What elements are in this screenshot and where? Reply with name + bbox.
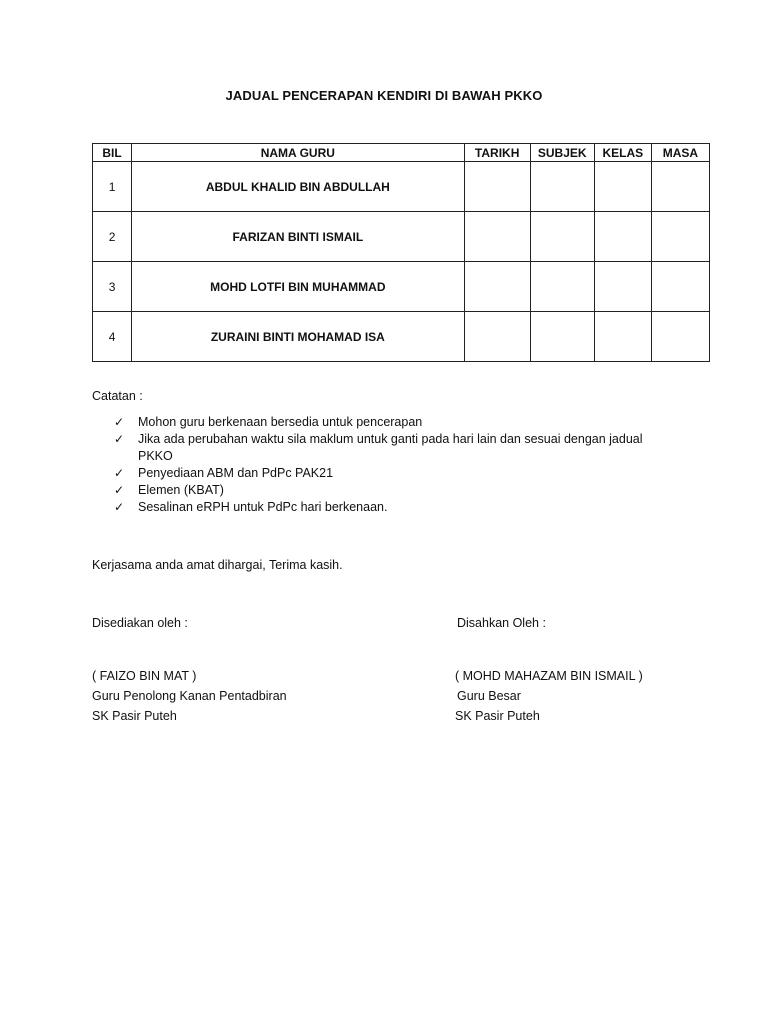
cell-bil: 4 (93, 312, 132, 362)
cell-masa (651, 162, 709, 212)
cell-nama-guru: ZURAINI BINTI MOHAMAD ISA (132, 312, 465, 362)
table-row (93, 212, 710, 262)
approved-by-school: SK Pasir Puteh (455, 709, 540, 723)
cell-kelas (594, 212, 651, 262)
approved-by-label: Disahkan Oleh : (457, 616, 546, 630)
cell-tarikh (464, 312, 530, 362)
note-text: Sesalinan eRPH untuk PdPc hari berkenaan. (138, 500, 388, 514)
table-row (93, 162, 710, 212)
header-bil: BIL (93, 144, 132, 162)
cell-tarikh (464, 162, 530, 212)
cell-kelas (594, 162, 651, 212)
header-subjek: SUBJEK (530, 144, 594, 162)
list-item (114, 414, 674, 431)
cell-bil: 3 (93, 262, 132, 312)
prepared-by-school: SK Pasir Puteh (92, 709, 177, 723)
document-title: JADUAL PENCERAPAN KENDIRI DI BAWAH PKKO (225, 88, 543, 103)
prepared-by-name: ( FAIZO BIN MAT ) (92, 669, 197, 683)
note-text: Mohon guru berkenaan bersedia untuk pencerapan (138, 415, 423, 429)
prepared-by-label: Disediakan oleh : (92, 616, 188, 630)
checkmark-icon: ✓ (114, 432, 125, 446)
cell-tarikh (464, 262, 530, 312)
checkmark-icon: ✓ (114, 500, 125, 514)
approved-by-position: Guru Besar (457, 689, 521, 703)
checkmark-icon: ✓ (114, 466, 125, 480)
cell-nama-guru: ABDUL KHALID BIN ABDULLAH (132, 162, 465, 212)
checkmark-icon: ✓ (114, 415, 125, 429)
note-text: Jika ada perubahan waktu sila maklum untuk ganti pada hari lain dan sesuai dengan jadual PKKO (138, 432, 643, 463)
cell-masa (651, 312, 709, 362)
prepared-by-details (92, 666, 287, 726)
cell-masa (651, 212, 709, 262)
approved-by-details (455, 666, 643, 726)
note-text: Penyediaan ABM dan PdPc PAK21 (138, 466, 334, 480)
cell-bil: 1 (93, 162, 132, 212)
cell-kelas (594, 312, 651, 362)
header-tarikh: TARIKH (464, 144, 530, 162)
cell-subjek (530, 162, 594, 212)
closing-thanks: Kerjasama anda amat dihargai, Terima kasih. (92, 558, 343, 572)
table-header-row (93, 144, 710, 162)
cell-subjek (530, 212, 594, 262)
cell-masa (651, 262, 709, 312)
cell-kelas (594, 262, 651, 312)
header-nama-guru: NAMA GURU (132, 144, 465, 162)
observation-schedule-table (92, 143, 710, 362)
cell-nama-guru: FARIZAN BINTI ISMAIL (132, 212, 465, 262)
cell-bil: 2 (93, 212, 132, 262)
table-row (93, 262, 710, 312)
notes-label: Catatan : (92, 389, 143, 403)
cell-nama-guru: MOHD LOTFI BIN MUHAMMAD (132, 262, 465, 312)
checkmark-icon: ✓ (114, 483, 125, 497)
list-item (114, 431, 674, 465)
cell-subjek (530, 262, 594, 312)
table-row (93, 312, 710, 362)
list-item (114, 482, 674, 499)
cell-tarikh (464, 212, 530, 262)
list-item (114, 499, 674, 516)
notes-list (114, 414, 674, 516)
approved-by-name: ( MOHD MAHAZAM BIN ISMAIL ) (455, 669, 643, 683)
header-masa: MASA (651, 144, 709, 162)
cell-subjek (530, 312, 594, 362)
list-item (114, 465, 674, 482)
header-kelas: KELAS (594, 144, 651, 162)
note-text: Elemen (KBAT) (138, 483, 224, 497)
prepared-by-position: Guru Penolong Kanan Pentadbiran (92, 689, 287, 703)
